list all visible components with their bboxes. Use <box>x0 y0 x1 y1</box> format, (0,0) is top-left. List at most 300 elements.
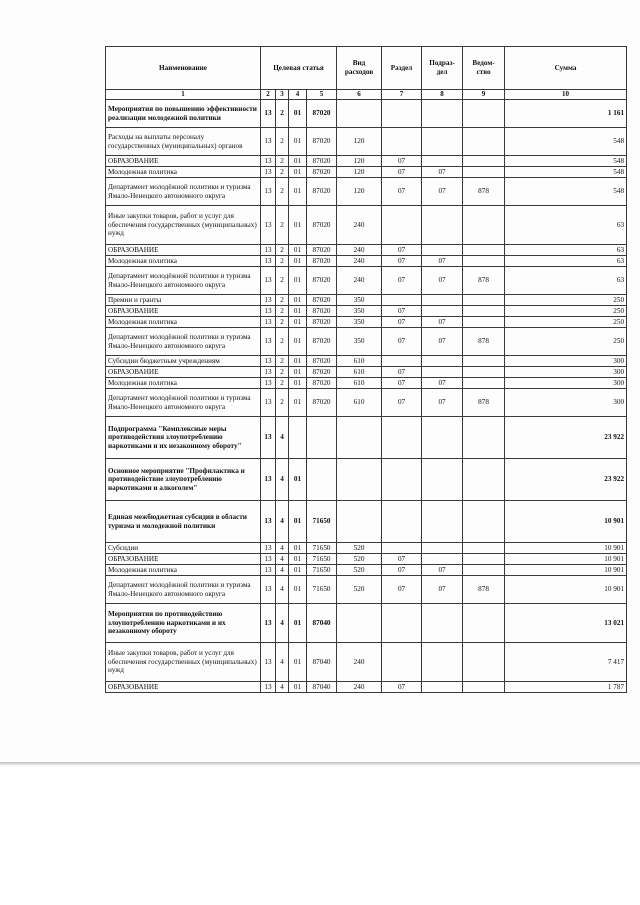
table-row <box>106 389 627 417</box>
cell-vid: 240 <box>337 643 382 682</box>
cell-target-activity: 01 <box>289 167 307 178</box>
cell-name: Молодежная политика <box>106 256 261 267</box>
cell-target-subprogram: 4 <box>276 643 289 682</box>
cell-podrazdel <box>422 128 463 156</box>
table-row <box>106 367 627 378</box>
budget-table <box>105 46 627 693</box>
cell-vid: 350 <box>337 317 382 328</box>
cell-name: ОБРАЗОВАНИЕ <box>106 156 261 167</box>
table-row <box>106 554 627 565</box>
cell-name: Субсидии <box>106 543 261 554</box>
cell-target-subprogram: 2 <box>276 306 289 317</box>
cell-target-activity: 01 <box>289 565 307 576</box>
cell-summa: 250 <box>505 328 627 356</box>
cell-podrazdel <box>422 100 463 128</box>
cell-razdel: 07 <box>382 267 422 295</box>
cell-name: Иные закупки товаров, работ и услуг для обеспечения государственных (муниципальных) нужд <box>106 643 261 682</box>
cell-vid: 240 <box>337 267 382 295</box>
cell-target-direction: 87020 <box>307 295 337 306</box>
cell-target-activity: 01 <box>289 367 307 378</box>
cell-razdel <box>382 604 422 643</box>
cell-summa: 13 021 <box>505 604 627 643</box>
cell-summa: 10 901 <box>505 554 627 565</box>
cell-name: Субсидии бюджетным учреждениям <box>106 356 261 367</box>
cell-vedomstvo <box>463 643 505 682</box>
cell-target-program: 13 <box>261 643 276 682</box>
cell-vedomstvo <box>463 256 505 267</box>
cell-target-subprogram: 2 <box>276 156 289 167</box>
header-vedomstvo: Ведом- ство <box>463 47 505 90</box>
cell-name: ОБРАЗОВАНИЕ <box>106 367 261 378</box>
cell-name: Молодежная политика <box>106 167 261 178</box>
cell-target-program: 13 <box>261 317 276 328</box>
cell-vid: 610 <box>337 378 382 389</box>
header-vid: Вид расходов <box>337 47 382 90</box>
column-number-row <box>106 90 627 100</box>
cell-target-subprogram: 2 <box>276 256 289 267</box>
cell-target-activity: 01 <box>289 100 307 128</box>
cell-target-direction <box>307 459 337 501</box>
cell-summa: 548 <box>505 167 627 178</box>
cell-razdel: 07 <box>382 576 422 604</box>
cell-razdel: 07 <box>382 317 422 328</box>
cell-target-direction: 87020 <box>307 167 337 178</box>
cell-vid <box>337 604 382 643</box>
cell-target-subprogram: 4 <box>276 554 289 565</box>
cell-target-program: 13 <box>261 245 276 256</box>
cell-target-direction: 87040 <box>307 682 337 693</box>
cell-vid: 120 <box>337 156 382 167</box>
cell-name: ОБРАЗОВАНИЕ <box>106 554 261 565</box>
cell-razdel: 07 <box>382 565 422 576</box>
table-row <box>106 417 627 459</box>
cell-target-program: 13 <box>261 267 276 295</box>
table-row <box>106 356 627 367</box>
cell-podrazdel <box>422 643 463 682</box>
cell-podrazdel: 07 <box>422 267 463 295</box>
cell-summa: 300 <box>505 367 627 378</box>
cell-target-subprogram: 4 <box>276 501 289 543</box>
cell-razdel: 07 <box>382 328 422 356</box>
cell-target-subprogram: 2 <box>276 128 289 156</box>
cell-podrazdel <box>422 367 463 378</box>
col-num: 3 <box>276 90 289 100</box>
cell-target-program: 13 <box>261 328 276 356</box>
cell-target-activity: 01 <box>289 178 307 206</box>
cell-summa: 300 <box>505 378 627 389</box>
table-row <box>106 128 627 156</box>
cell-razdel: 07 <box>382 178 422 206</box>
cell-target-program: 13 <box>261 256 276 267</box>
cell-target-subprogram: 4 <box>276 682 289 693</box>
cell-summa: 23 922 <box>505 459 627 501</box>
table-row <box>106 459 627 501</box>
cell-razdel <box>382 206 422 245</box>
cell-podrazdel <box>422 682 463 693</box>
cell-razdel <box>382 501 422 543</box>
cell-target-subprogram: 4 <box>276 576 289 604</box>
cell-target-activity: 01 <box>289 317 307 328</box>
cell-vid: 520 <box>337 576 382 604</box>
cell-summa: 250 <box>505 295 627 306</box>
cell-vedomstvo: 878 <box>463 389 505 417</box>
cell-vid <box>337 459 382 501</box>
cell-target-direction: 87020 <box>307 256 337 267</box>
cell-name: Департамент молодёжной политики и туризма Ямало-Ненецкого автономного округа <box>106 178 261 206</box>
cell-target-program: 13 <box>261 367 276 378</box>
cell-podrazdel <box>422 306 463 317</box>
cell-razdel <box>382 356 422 367</box>
cell-target-activity <box>289 417 307 459</box>
col-num: 5 <box>307 90 337 100</box>
cell-vid <box>337 100 382 128</box>
cell-podrazdel: 07 <box>422 389 463 417</box>
cell-target-direction: 87020 <box>307 100 337 128</box>
cell-razdel <box>382 543 422 554</box>
table-row <box>106 604 627 643</box>
cell-razdel: 07 <box>382 245 422 256</box>
cell-target-direction: 87020 <box>307 178 337 206</box>
cell-podrazdel <box>422 417 463 459</box>
cell-target-subprogram: 2 <box>276 328 289 356</box>
cell-target-direction: 71650 <box>307 576 337 604</box>
table-row <box>106 156 627 167</box>
cell-target-activity: 01 <box>289 378 307 389</box>
cell-target-program: 13 <box>261 576 276 604</box>
cell-razdel: 07 <box>382 554 422 565</box>
cell-summa: 300 <box>505 389 627 417</box>
cell-target-direction: 87020 <box>307 356 337 367</box>
cell-name: Расходы на выплаты персоналу государственных (муниципальных) органов <box>106 128 261 156</box>
cell-podrazdel <box>422 501 463 543</box>
header-podrazdel: Подраз- дел <box>422 47 463 90</box>
cell-target-subprogram: 2 <box>276 245 289 256</box>
cell-target-direction: 87020 <box>307 317 337 328</box>
cell-name: Молодежная политика <box>106 317 261 328</box>
cell-target-direction: 71650 <box>307 543 337 554</box>
cell-target-direction: 87020 <box>307 389 337 417</box>
cell-name: ОБРАЗОВАНИЕ <box>106 245 261 256</box>
cell-target-program: 13 <box>261 389 276 417</box>
cell-name: Иные закупки товаров, работ и услуг для обеспечения государственных (муниципальных) нужд <box>106 206 261 245</box>
cell-target-subprogram: 2 <box>276 367 289 378</box>
cell-podrazdel <box>422 554 463 565</box>
cell-target-direction: 87020 <box>307 328 337 356</box>
cell-razdel: 07 <box>382 378 422 389</box>
cell-vid: 240 <box>337 245 382 256</box>
table-row <box>106 317 627 328</box>
cell-target-activity: 01 <box>289 576 307 604</box>
cell-target-subprogram: 2 <box>276 167 289 178</box>
cell-target-activity: 01 <box>289 356 307 367</box>
table-row <box>106 167 627 178</box>
cell-summa: 10 901 <box>505 501 627 543</box>
cell-podrazdel: 07 <box>422 256 463 267</box>
cell-vid: 350 <box>337 328 382 356</box>
cell-name: Молодежная политика <box>106 378 261 389</box>
cell-razdel: 07 <box>382 156 422 167</box>
table-row <box>106 178 627 206</box>
cell-vid: 240 <box>337 682 382 693</box>
cell-target-direction: 87040 <box>307 643 337 682</box>
cell-vid: 520 <box>337 554 382 565</box>
cell-podrazdel: 07 <box>422 167 463 178</box>
table-row <box>106 245 627 256</box>
cell-razdel <box>382 459 422 501</box>
cell-target-direction <box>307 417 337 459</box>
cell-target-direction: 71650 <box>307 554 337 565</box>
col-num: 6 <box>337 90 382 100</box>
table-row <box>106 378 627 389</box>
cell-podrazdel: 07 <box>422 328 463 356</box>
cell-vedomstvo <box>463 100 505 128</box>
cell-podrazdel: 07 <box>422 576 463 604</box>
cell-target-activity: 01 <box>289 554 307 565</box>
col-num: 4 <box>289 90 307 100</box>
cell-vedomstvo <box>463 156 505 167</box>
cell-target-program: 13 <box>261 682 276 693</box>
cell-target-program: 13 <box>261 100 276 128</box>
cell-target-program: 13 <box>261 543 276 554</box>
cell-target-subprogram: 4 <box>276 565 289 576</box>
header-row <box>106 47 627 90</box>
cell-name: Подпрограмма "Комплексные меры противодействия злоупотреблению наркотиками и их незаконному обороту" <box>106 417 261 459</box>
col-num: 9 <box>463 90 505 100</box>
cell-target-activity: 01 <box>289 206 307 245</box>
table-row <box>106 206 627 245</box>
cell-name: Мероприятия по противодействию злоупотреблению наркотиками и их незаконному обороту <box>106 604 261 643</box>
cell-target-direction: 87020 <box>307 128 337 156</box>
header-razdel: Раздел <box>382 47 422 90</box>
cell-podrazdel <box>422 356 463 367</box>
cell-target-subprogram: 4 <box>276 459 289 501</box>
table-row <box>106 267 627 295</box>
cell-target-subprogram: 4 <box>276 543 289 554</box>
cell-razdel: 07 <box>382 389 422 417</box>
col-num: 2 <box>261 90 276 100</box>
cell-summa: 548 <box>505 128 627 156</box>
cell-target-subprogram: 2 <box>276 389 289 417</box>
cell-summa: 63 <box>505 256 627 267</box>
table-row <box>106 543 627 554</box>
cell-target-activity: 01 <box>289 389 307 417</box>
cell-target-direction: 87040 <box>307 604 337 643</box>
table-row <box>106 565 627 576</box>
cell-target-subprogram: 4 <box>276 604 289 643</box>
table-row <box>106 256 627 267</box>
cell-razdel: 07 <box>382 306 422 317</box>
col-num: 10 <box>505 90 627 100</box>
header-target: Целевая статья <box>261 47 337 90</box>
cell-target-subprogram: 2 <box>276 295 289 306</box>
header-summa: Сумма <box>505 47 627 90</box>
cell-target-activity: 01 <box>289 128 307 156</box>
cell-summa: 7 417 <box>505 643 627 682</box>
cell-vedomstvo <box>463 245 505 256</box>
cell-summa: 250 <box>505 317 627 328</box>
cell-target-program: 13 <box>261 459 276 501</box>
cell-target-activity: 01 <box>289 156 307 167</box>
cell-target-program: 13 <box>261 128 276 156</box>
cell-vedomstvo <box>463 206 505 245</box>
cell-summa: 300 <box>505 356 627 367</box>
cell-vedomstvo <box>463 306 505 317</box>
cell-target-direction: 87020 <box>307 306 337 317</box>
table-body <box>106 100 627 693</box>
table-row <box>106 328 627 356</box>
cell-vedomstvo <box>463 167 505 178</box>
cell-target-program: 13 <box>261 565 276 576</box>
col-num: 7 <box>382 90 422 100</box>
cell-vedomstvo: 878 <box>463 576 505 604</box>
cell-vid: 610 <box>337 367 382 378</box>
page-edge <box>0 762 640 766</box>
cell-target-direction: 87020 <box>307 367 337 378</box>
cell-target-activity: 01 <box>289 459 307 501</box>
table-row <box>106 682 627 693</box>
cell-vedomstvo <box>463 417 505 459</box>
cell-razdel <box>382 128 422 156</box>
cell-vid: 240 <box>337 206 382 245</box>
cell-vid: 120 <box>337 167 382 178</box>
col-num: 1 <box>106 90 261 100</box>
cell-target-subprogram: 2 <box>276 100 289 128</box>
cell-target-activity: 01 <box>289 328 307 356</box>
cell-vedomstvo: 878 <box>463 178 505 206</box>
cell-name: Мероприятия по повышению эффективности реализации молодежной политики <box>106 100 261 128</box>
cell-vedomstvo <box>463 554 505 565</box>
cell-summa: 1 787 <box>505 682 627 693</box>
cell-razdel: 07 <box>382 256 422 267</box>
cell-name: Единая межбюджетная субсидия в области туризма и молодежной политики <box>106 501 261 543</box>
cell-podrazdel <box>422 206 463 245</box>
cell-name: Премии и гранты <box>106 295 261 306</box>
cell-podrazdel <box>422 543 463 554</box>
cell-target-direction: 87020 <box>307 156 337 167</box>
cell-summa: 1 161 <box>505 100 627 128</box>
cell-target-activity: 01 <box>289 306 307 317</box>
cell-target-direction: 87020 <box>307 378 337 389</box>
cell-razdel: 07 <box>382 167 422 178</box>
cell-target-subprogram: 2 <box>276 206 289 245</box>
cell-target-subprogram: 2 <box>276 267 289 295</box>
cell-name: Департамент молодёжной политики и туризма Ямало-Ненецкого автономного округа <box>106 328 261 356</box>
cell-podrazdel <box>422 156 463 167</box>
cell-target-direction: 71650 <box>307 565 337 576</box>
table-row <box>106 295 627 306</box>
cell-target-program: 13 <box>261 206 276 245</box>
cell-vedomstvo <box>463 295 505 306</box>
cell-vid: 520 <box>337 543 382 554</box>
cell-podrazdel: 07 <box>422 317 463 328</box>
cell-target-direction: 87020 <box>307 245 337 256</box>
table-row <box>106 306 627 317</box>
cell-target-direction: 87020 <box>307 206 337 245</box>
cell-target-activity: 01 <box>289 245 307 256</box>
cell-target-program: 13 <box>261 604 276 643</box>
cell-target-program: 13 <box>261 501 276 543</box>
cell-podrazdel <box>422 245 463 256</box>
cell-target-activity: 01 <box>289 643 307 682</box>
cell-name: Департамент молодёжной политики и туризма Ямало-Ненецкого автономного округа <box>106 576 261 604</box>
cell-name: Основное мероприятие "Профилактика и противодействие злоупотреблению наркотиками и алкоголем" <box>106 459 261 501</box>
cell-podrazdel <box>422 604 463 643</box>
cell-vedomstvo <box>463 565 505 576</box>
cell-vid: 610 <box>337 389 382 417</box>
cell-target-program: 13 <box>261 167 276 178</box>
cell-razdel <box>382 643 422 682</box>
cell-summa: 63 <box>505 206 627 245</box>
cell-vedomstvo <box>463 459 505 501</box>
cell-vid: 350 <box>337 306 382 317</box>
cell-vedomstvo <box>463 128 505 156</box>
cell-summa: 10 901 <box>505 565 627 576</box>
cell-summa: 63 <box>505 267 627 295</box>
cell-target-activity: 01 <box>289 256 307 267</box>
cell-vedomstvo: 878 <box>463 267 505 295</box>
cell-target-activity: 01 <box>289 604 307 643</box>
cell-vedomstvo <box>463 682 505 693</box>
cell-podrazdel <box>422 459 463 501</box>
cell-vid: 350 <box>337 295 382 306</box>
cell-target-activity: 01 <box>289 543 307 554</box>
cell-vedomstvo <box>463 543 505 554</box>
cell-podrazdel: 07 <box>422 378 463 389</box>
cell-summa: 548 <box>505 178 627 206</box>
cell-target-program: 13 <box>261 378 276 389</box>
cell-target-activity: 01 <box>289 682 307 693</box>
cell-name: ОБРАЗОВАНИЕ <box>106 682 261 693</box>
cell-summa: 10 901 <box>505 543 627 554</box>
cell-target-program: 13 <box>261 178 276 206</box>
cell-vedomstvo <box>463 367 505 378</box>
cell-target-program: 13 <box>261 295 276 306</box>
cell-name: ОБРАЗОВАНИЕ <box>106 306 261 317</box>
table-row <box>106 501 627 543</box>
cell-name: Департамент молодёжной политики и туризма Ямало-Ненецкого автономного округа <box>106 389 261 417</box>
cell-target-subprogram: 2 <box>276 317 289 328</box>
cell-name: Департамент молодёжной политики и туризма Ямало-Ненецкого автономного округа <box>106 267 261 295</box>
cell-vid: 120 <box>337 178 382 206</box>
cell-vedomstvo <box>463 604 505 643</box>
cell-target-activity: 01 <box>289 501 307 543</box>
cell-summa: 250 <box>505 306 627 317</box>
col-num: 8 <box>422 90 463 100</box>
cell-summa: 23 922 <box>505 417 627 459</box>
table-row <box>106 576 627 604</box>
cell-vedomstvo <box>463 378 505 389</box>
cell-podrazdel: 07 <box>422 565 463 576</box>
cell-vid <box>337 501 382 543</box>
cell-target-program: 13 <box>261 306 276 317</box>
cell-target-subprogram: 2 <box>276 378 289 389</box>
cell-target-direction: 71650 <box>307 501 337 543</box>
cell-summa: 548 <box>505 156 627 167</box>
cell-razdel <box>382 417 422 459</box>
cell-summa: 63 <box>505 245 627 256</box>
cell-target-activity: 01 <box>289 295 307 306</box>
cell-target-program: 13 <box>261 554 276 565</box>
cell-target-program: 13 <box>261 356 276 367</box>
cell-vid <box>337 417 382 459</box>
cell-target-activity: 01 <box>289 267 307 295</box>
cell-razdel <box>382 295 422 306</box>
cell-target-program: 13 <box>261 156 276 167</box>
cell-razdel: 07 <box>382 682 422 693</box>
table-row <box>106 100 627 128</box>
cell-target-program: 13 <box>261 417 276 459</box>
cell-target-subprogram: 4 <box>276 417 289 459</box>
